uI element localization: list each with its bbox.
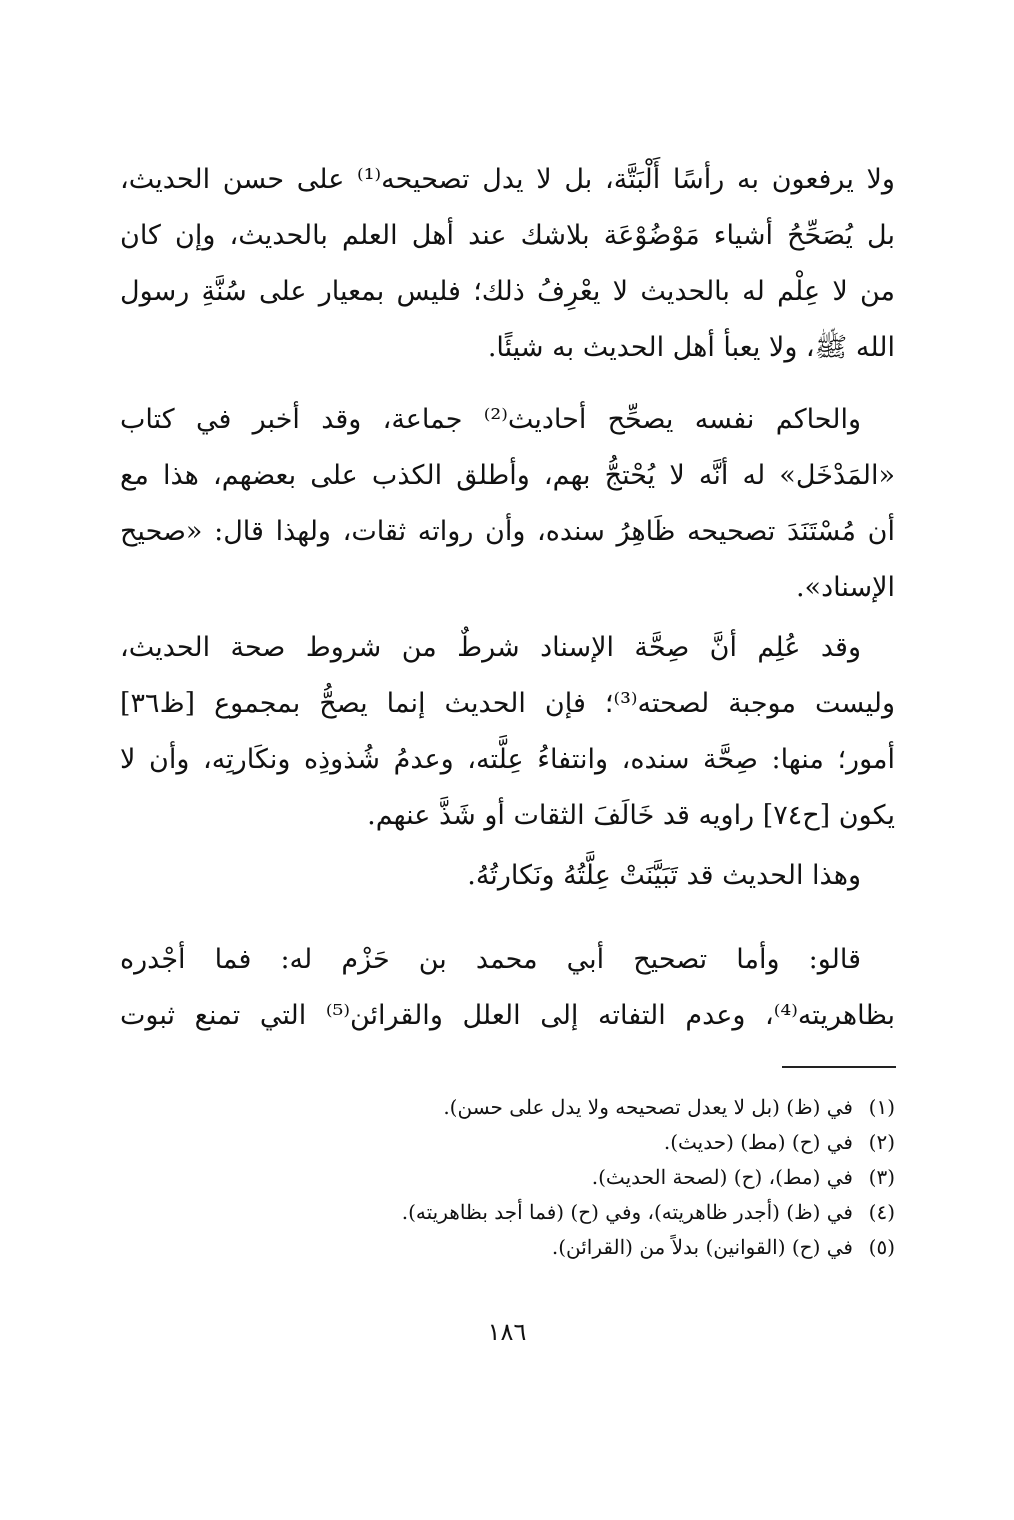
paragraph-3 [120, 620, 895, 844]
paragraph-4 [120, 848, 895, 904]
footnote-text: في (مط)، (ح) (لصحة الحديث). [591, 1165, 853, 1189]
text-line: من لا عِلْم له بالحديث لا يعْرِفُ ذلك؛ فليس بمعيار على سُنَّةِ رسول [120, 276, 895, 307]
footnote-item [120, 1160, 895, 1195]
text-line: يكون [ح٧٤] راويه قد خَالَفَ الثقات أو شَذَّ عنهم. [367, 800, 895, 831]
text-line: وقد عُلِم أنَّ صِحَّة الإسناد شرطٌ من شروط صحة الحديث، [120, 632, 861, 663]
footnotes [120, 1090, 895, 1265]
footnote-number: (٣) [868, 1165, 895, 1189]
text-line: والحاكم نفسه يصحِّح أحاديث⁽²⁾ جماعة، وقد أخبر في كتاب [120, 404, 861, 435]
page-number: ١٨٦ [487, 1318, 527, 1346]
footnote-number: (٢) [868, 1130, 895, 1154]
footnote-number: (٥) [868, 1235, 895, 1259]
text-line: «المَدْخَل» له أنَّه لا يُحْتجُّ بهم، وأطلق الكذب على بعضهم، هذا مع [120, 460, 895, 491]
text-line: وهذا الحديث قد تَبَيَّنَتْ عِلَّتُهُ ونَكارتُهُ. [467, 860, 861, 891]
footnote-item [120, 1125, 895, 1160]
footnote-number: (١) [868, 1095, 895, 1119]
paragraph-1 [120, 152, 895, 376]
footnote-separator [782, 1066, 896, 1068]
text-line: وليست موجبة لصحته⁽³⁾؛ فإن الحديث إنما يصحُّ بمجموع [ظ٣٦] [120, 688, 895, 719]
text-line: بل يُصَحِّحُ أشياء مَوْضُوْعَة بلاشك عند أهل العلم بالحديث، وإن كان [120, 220, 895, 251]
text-line: ولا يرفعون به رأسًا أَلْبَتَّة، بل لا يدل تصحيحه⁽¹⁾ على حسن الحديث، [120, 164, 895, 195]
paragraph-5 [120, 932, 895, 1044]
text-line: أن مُسْتَنَدَ تصحيحه ظَاهِرُ سنده، وأن رواته ثقات، ولهذا قال: «صحيح [120, 516, 895, 547]
footnote-item [120, 1195, 895, 1230]
footnote-text: في (ح) (مط) (حديث). [663, 1130, 853, 1154]
footnote-text: في (ح) (القوانين) بدلاً من (القرائن). [551, 1235, 853, 1259]
text-line: قالو: وأما تصحيح أبي محمد بن حَزْم له: فما أجْدره [120, 944, 861, 975]
text-line: بظاهريته⁽⁴⁾، وعدم التفاته إلى العلل والقرائن⁽⁵⁾ التي تمنع ثبوت [120, 1000, 895, 1031]
paragraph-2 [120, 392, 895, 616]
footnote-item [120, 1090, 895, 1125]
footnote-item [120, 1230, 895, 1265]
footnote-text: في (ظ) (أجدر ظاهريته)، وفي (ح) (فما أجد بظاهريته). [401, 1200, 853, 1224]
text-line: الله ﷺ، ولا يعبأ أهل الحديث به شيئًا. [487, 332, 895, 363]
text-line: أمور؛ منها: صِحَّة سنده، وانتفاءُ عِلَّته، وعدمُ شُذوذِه ونكَارتِه، وأن لا [120, 744, 895, 775]
footnote-text: في (ظ) (بل لا يعدل تصحيحه ولا يدل على حسن). [443, 1095, 853, 1119]
text-line: الإسناد». [795, 572, 895, 603]
footnote-number: (٤) [868, 1200, 895, 1224]
